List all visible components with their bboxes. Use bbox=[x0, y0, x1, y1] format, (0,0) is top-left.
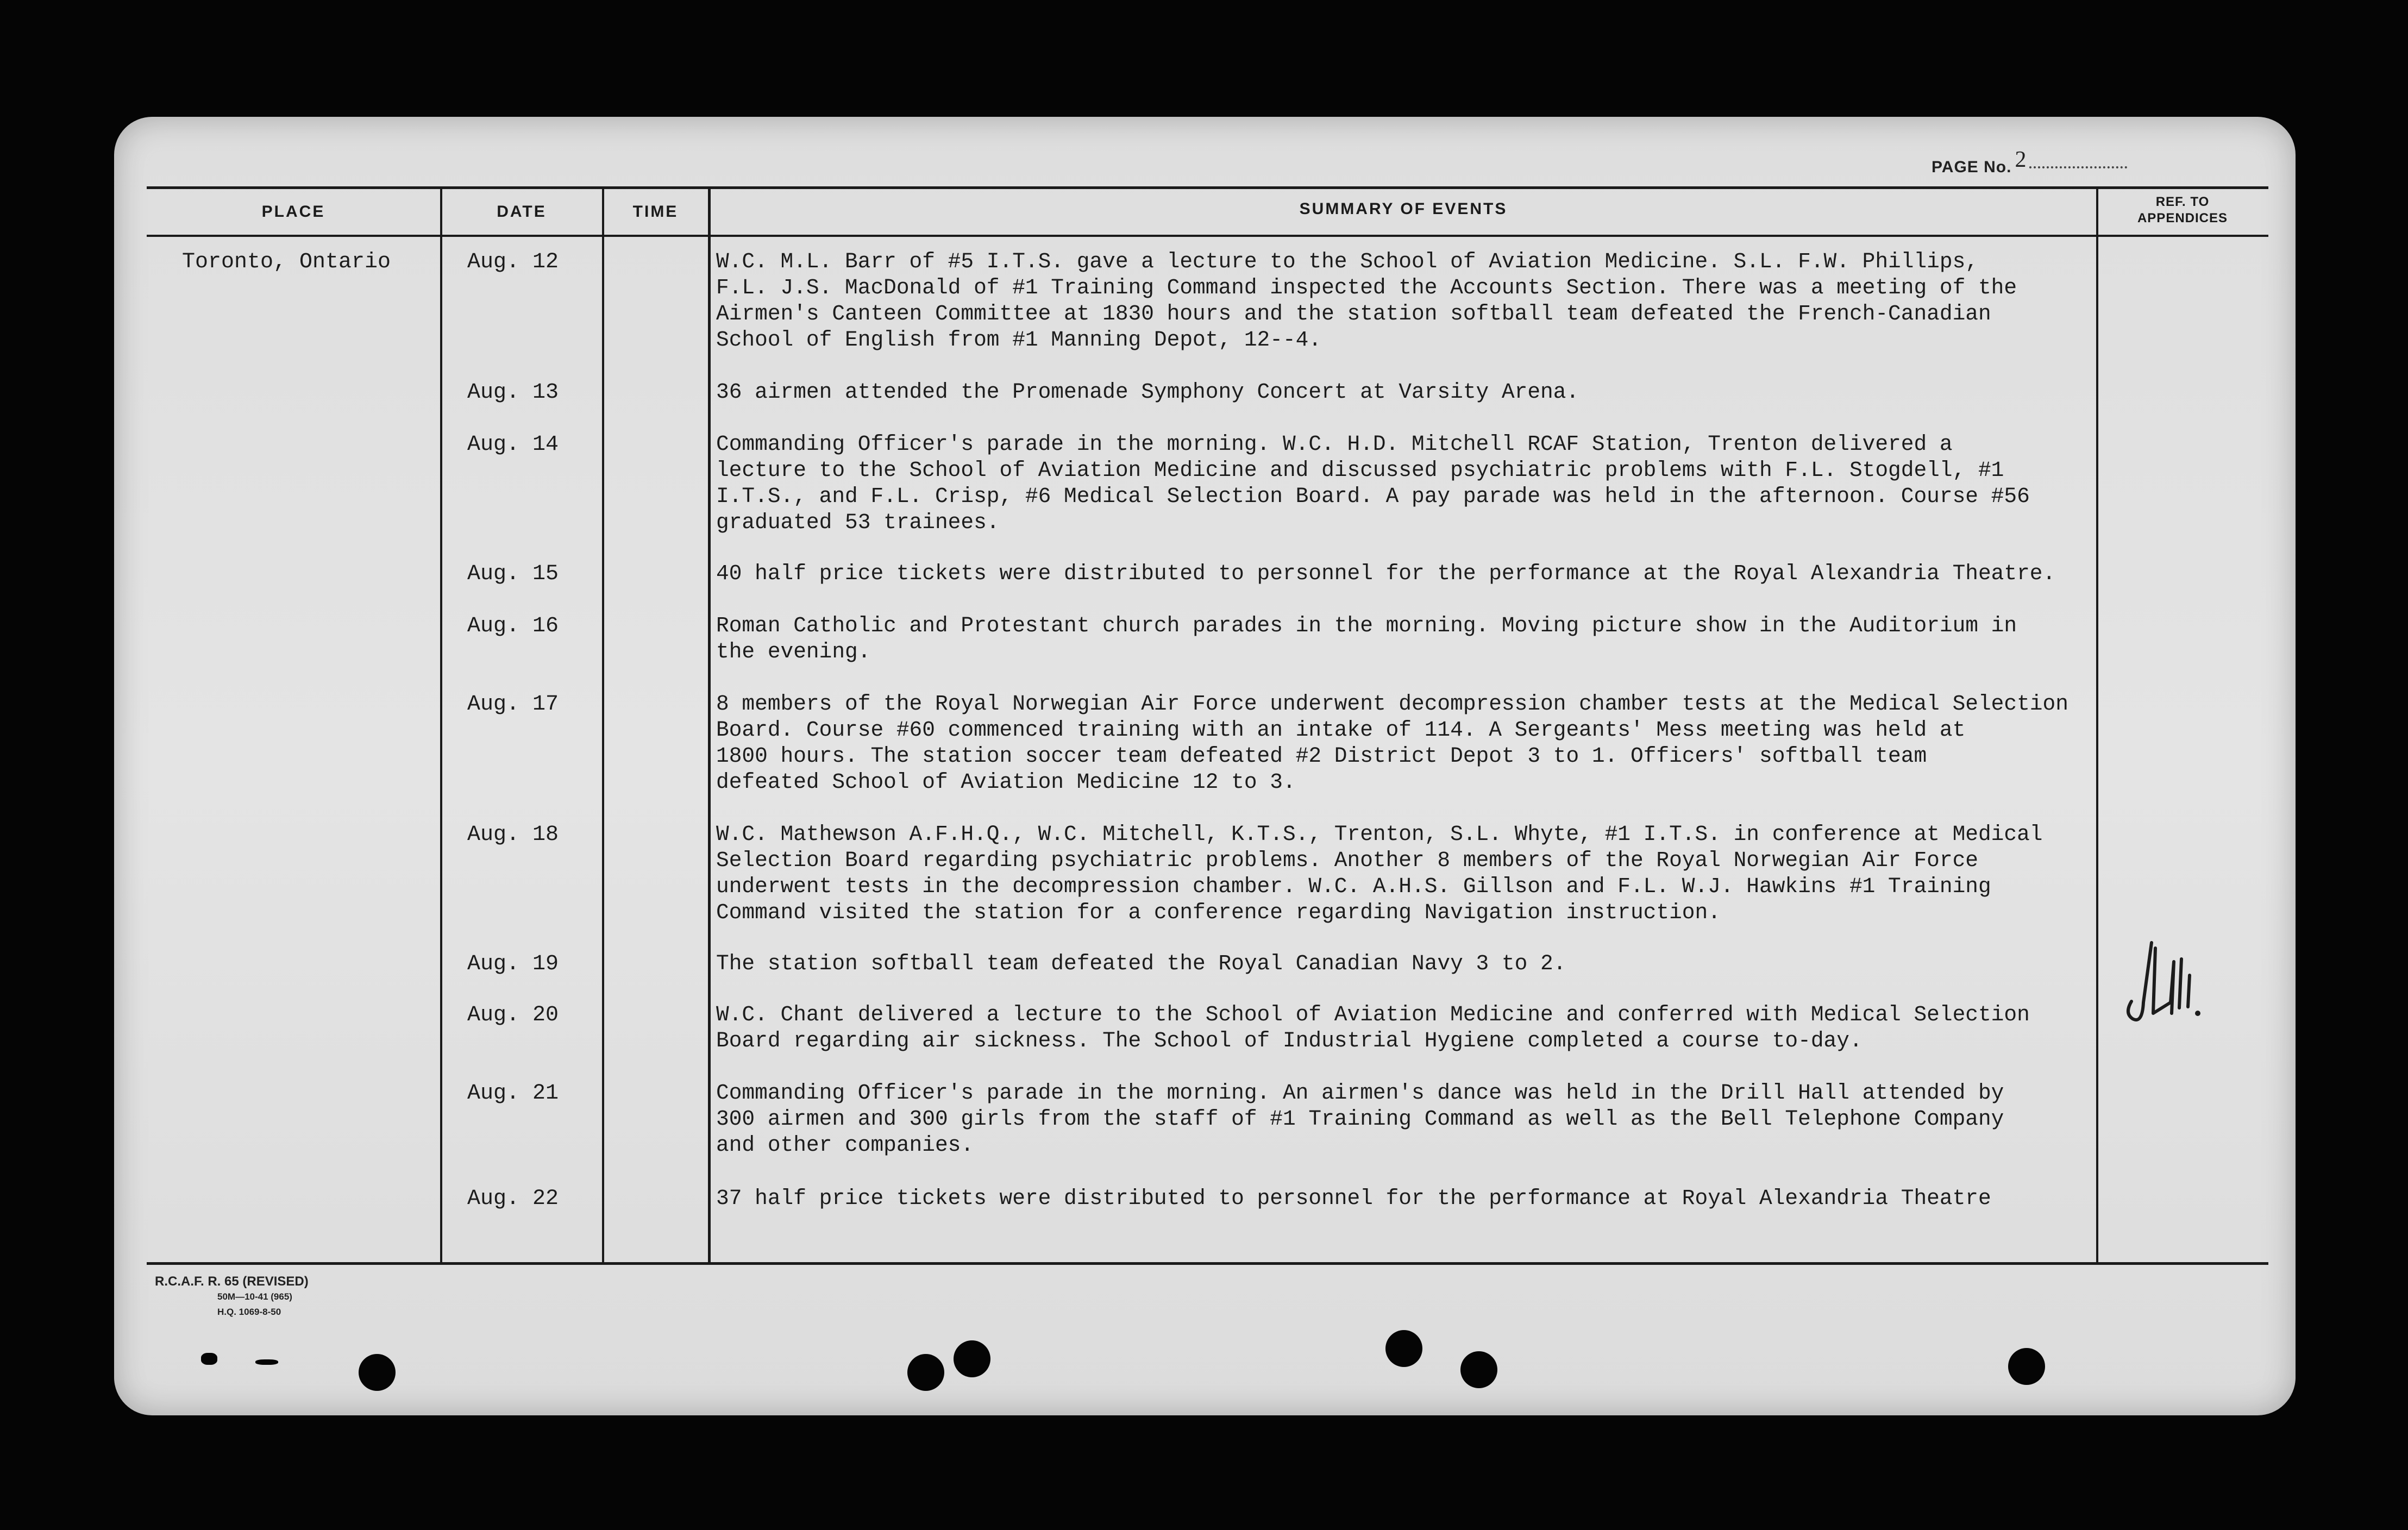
entry-text: The station softball team defeated the Royal Canadian Navy 3 to 2. bbox=[716, 951, 1566, 976]
form-print-line1: 50M—10-41 (965) bbox=[217, 1291, 292, 1302]
punch-hole bbox=[359, 1354, 396, 1391]
punch-hole bbox=[2008, 1348, 2045, 1385]
entry-text: W.C. Mathewson A.F.H.Q., W.C. Mitchell, K.T.S., Trenton, S.L. Whyte, #1 I.T.S. in conference at Medical Selection Board regarding psychiatric problems. Another 8 members of the Royal Norwegian Air Force underwent tests in the decompression chamber. W.C. A.H.S. Gillson and F.L. W.J. Hawkins #1 Training Command visited the station for a conference regarding Navigation instruction. bbox=[716, 822, 2043, 925]
form-code-main: R.C.A.F. R. 65 (REVISED) bbox=[155, 1274, 309, 1289]
entry-text: 8 members of the Royal Norwegian Air Force underwent decompression chamber tests at the Medical Selection Board. Course #60 commenced training with an intake of 114. A Sergeants' Mess meeting was held at 1800 hours. The station soccer team defeated #2 District Depot 3 to 1. Officers' softball team defeated School of Aviation Medicine 12 to 3. bbox=[716, 692, 2068, 794]
header-place: PLACE bbox=[261, 203, 325, 221]
entry-text: Commanding Officer's parade in the morning. An airmen's dance was held in the Drill Hall attended by 300 airmen and 300 girls from the staff of #1 Training Command as well as the Bell Telephone Company and other companies. bbox=[716, 1081, 2004, 1157]
entry-date: Aug. 15 bbox=[467, 562, 559, 586]
entry-text: 36 airmen attended the Promenade Symphony Concert at Varsity Arena. bbox=[716, 380, 1579, 404]
header-time: TIME bbox=[632, 203, 679, 221]
entry-date: Aug. 21 bbox=[467, 1081, 559, 1106]
handwritten-initials bbox=[2122, 937, 2209, 1035]
page-number-underline bbox=[2029, 166, 2127, 168]
entry-date: Aug. 14 bbox=[467, 432, 559, 457]
entry-date: Aug. 17 bbox=[467, 692, 559, 717]
header-bottom-rule bbox=[147, 235, 2268, 237]
entry-date: Aug. 22 bbox=[467, 1187, 559, 1211]
entry-text: Roman Catholic and Protestant church parades in the morning. Moving picture show in the Auditorium in the evening. bbox=[716, 613, 2017, 664]
punch-hole bbox=[954, 1340, 990, 1377]
entry-text: 37 half price tickets were distributed to personnel for the performance at Royal Alexandria Theatre bbox=[716, 1186, 1991, 1211]
entry-date: Aug. 20 bbox=[467, 1003, 559, 1027]
form-print-line2: H.Q. 1069-8-50 bbox=[217, 1307, 281, 1317]
punch-hole bbox=[907, 1354, 944, 1391]
punch-hole bbox=[1460, 1351, 1497, 1388]
entry-text: Commanding Officer's parade in the morning. W.C. H.D. Mitchell RCAF Station, Trenton delivered a lecture to the School of Aviation Medicine and discussed psychiatric problems with F.L. Stogdell, #1 I.T.S., and F.L. Crisp, #6 Medical Selection Board. A pay parade was held in the afternoon. Course #56 graduated 53 trainees. bbox=[716, 432, 2030, 535]
header-summary: SUMMARY OF EVENTS bbox=[1299, 200, 1508, 218]
column-divider-time-summary bbox=[708, 186, 711, 1263]
entry-text: 40 half price tickets were distributed to personnel for the performance at the Royal Alexandria Theatre. bbox=[716, 561, 2056, 586]
entry-date: Aug. 13 bbox=[467, 380, 559, 405]
header-ref-line1: REF. TO bbox=[2155, 195, 2210, 209]
punch-hole bbox=[1385, 1330, 1422, 1367]
entry-date: Aug. 18 bbox=[467, 823, 559, 847]
entry-date: Aug. 16 bbox=[467, 614, 559, 638]
entry-text: W.C. Chant delivered a lecture to the School of Aviation Medicine and conferred with Medical Selection Board regarding air sickness. The School of Industrial Hygiene completed a course to-day. bbox=[716, 1002, 2030, 1053]
column-divider-place-date bbox=[440, 186, 442, 1263]
form-code bbox=[155, 1274, 309, 1320]
page-number bbox=[1932, 147, 2214, 176]
ink-mark bbox=[201, 1353, 217, 1365]
page-number-value: 2 bbox=[2015, 147, 2027, 172]
column-divider-date-time bbox=[602, 186, 604, 1263]
ink-mark bbox=[255, 1359, 278, 1365]
page-number-label: PAGE No. bbox=[1932, 158, 2012, 176]
table-top-rule bbox=[147, 186, 2268, 189]
place-value: Toronto, Ontario bbox=[182, 250, 391, 274]
entry-date: Aug. 19 bbox=[467, 952, 559, 976]
header-ref-line2: APPENDICES bbox=[2137, 211, 2228, 225]
entry-text: W.C. M.L. Barr of #5 I.T.S. gave a lecture to the School of Aviation Medicine. S.L. F.W. Phillips, F.L. J.S. MacDonald of #1 Training Command inspected the Accounts Section. There was a meeting of the Airmen's Canteen Committee at 1830 hours and the station softball team defeated the French-Canadian School of English from #1 Manning Depot, 12--4. bbox=[716, 249, 2017, 352]
header-date: DATE bbox=[497, 203, 547, 221]
entry-date: Aug. 12 bbox=[467, 250, 559, 274]
table-bottom-rule bbox=[147, 1262, 2268, 1265]
